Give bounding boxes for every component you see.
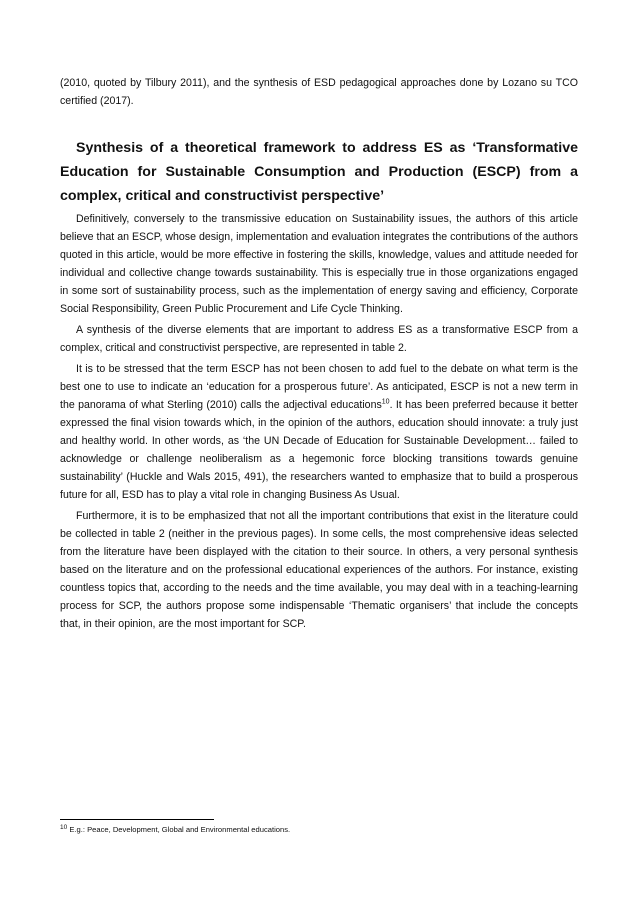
- section-heading: Synthesis of a theoretical framework to address ES as ‘Transformative Education for Sustainable Consumption and Production (ESCP) from a complex, critical and constructivist perspective’: [60, 140, 578, 204]
- footnote-number: 10: [60, 824, 68, 831]
- paragraph-3-text-a: It is to be stressed that the term ESCP has not been chosen to add fuel to the debate on what term is the best one to use to indicate an ‘education for a prosperous future’. As anticipated, ESCP is not a new term in the panorama of what Sterling (2010) calls the adjectival educations: [60, 363, 578, 411]
- footnote: [60, 824, 578, 836]
- footnote-reference[interactable]: 10: [381, 398, 390, 406]
- paragraph-1: Definitively, conversely to the transmissive education on Sustainability issues, the authors of this article believe that an ESCP, whose design, implementation and evaluation integrates the contributions of the authors quoted in this article, would be more effective in fostering the skills, knowledge, values and attitude needed for individual and collective change towards sustainability. This is especially true in those organizations engaged in some sort of sustainability process, such as the implementation of energy saving and efficiency, Corporate Social Responsibility, Green Public Procurement and Life Cycle Thinking.: [60, 213, 578, 315]
- footnote-separator: [60, 819, 214, 820]
- paragraph-3-text-b: . It has been preferred because it better expressed the final vision towards which, in the opinion of the authors, education should innovate: a truly just and healthy world. In other words, as ‘the UN Decade of Education for Sustainable Development… failed to acknowledge or challenge neoliberalism as a hegemonic force blocking transitions towards genuine sustainability’ (Huckle and Wals 2015, 491), the researchers wanted to emphasize that to build a prosperous future for all, ESD has to play a vital role in changing Business As Usual.: [60, 399, 578, 501]
- intro-paragraph: (2010, quoted by Tilbury 2011), and the synthesis of ESD pedagogical approaches done by Lozano su TCO certified (2017).: [60, 77, 578, 107]
- body-text: [60, 74, 578, 636]
- paragraph-3: [60, 360, 578, 504]
- paragraph-2: A synthesis of the diverse elements that are important to address ES as a transformative ESCP from a complex, critical and constructivist perspective, are represented in table 2.: [60, 324, 578, 354]
- paragraph-4: Furthermore, it is to be emphasized that not all the important contributions that exist in the literature could be collected in table 2 (neither in the previous pages). In some cells, the most comprehensive ideas selected from the literature have been displayed with the citation to their source. In others, a very personal synthesis based on the literature and on the professional educational experiences of the authors. For instance, existing countless topics that, according to the needs and the time available, you may deal with in a teaching-learning process for SCP, the authors propose some indispensable ‘Thematic organisers’ that include the concepts that, in their opinion, are the most important for SCP.: [60, 510, 578, 630]
- footnote-text: E.g.: Peace, Development, Global and Environmental educations.: [67, 825, 291, 834]
